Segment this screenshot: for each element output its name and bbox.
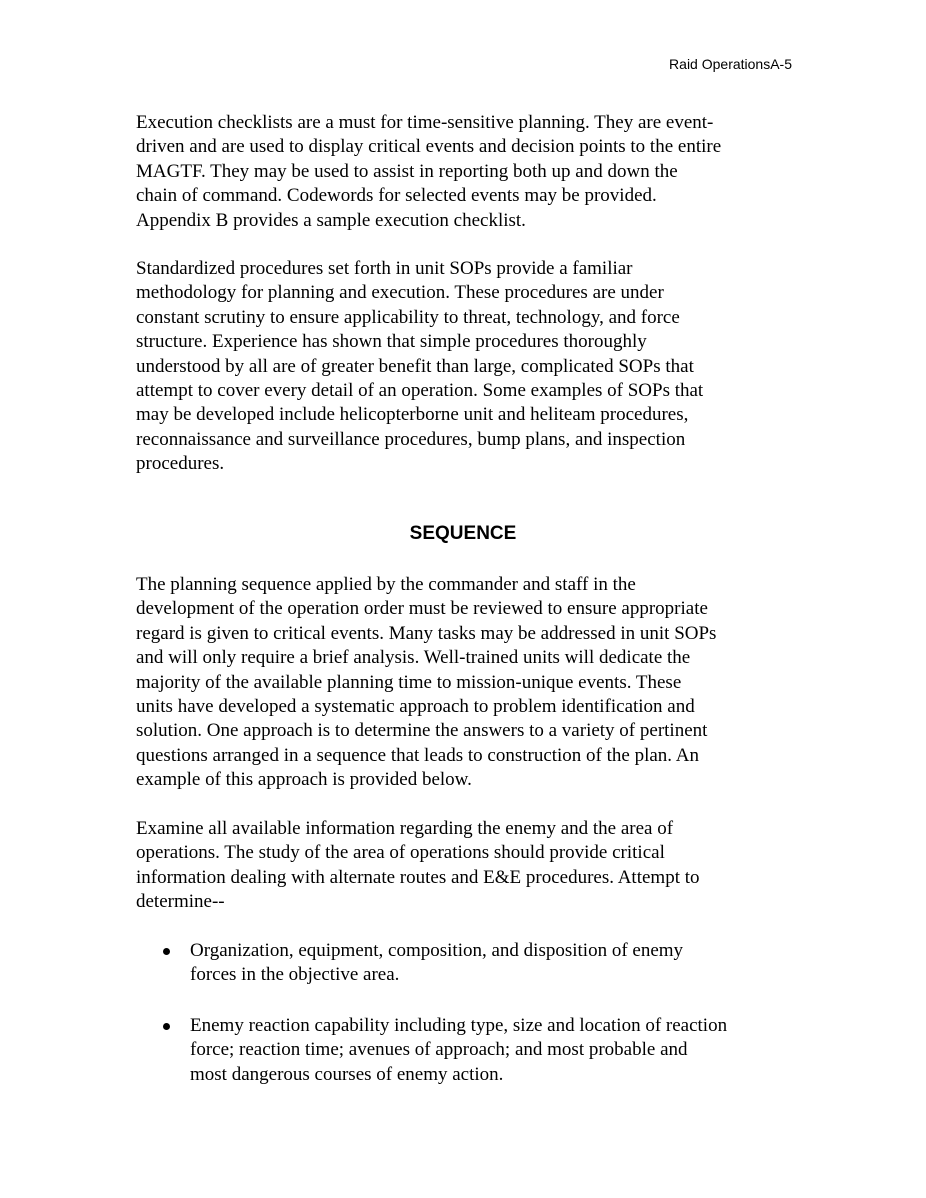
section-heading-sequence: SEQUENCE	[409, 523, 517, 544]
paragraph-line: reconnaissance and surveillance procedures, bump plans, and inspection	[136, 428, 686, 450]
bullet-line: most dangerous courses of enemy action.	[190, 1063, 504, 1085]
paragraph-line: units have developed a systematic approach to problem identification and	[136, 696, 695, 718]
paragraph-line: constant scrutiny to ensure applicability to threat, technology, and force	[136, 306, 680, 328]
paragraph-standardized-procedures	[136, 257, 796, 477]
paragraph-planning-sequence	[136, 573, 796, 793]
paragraph-line: may be developed include helicopterborne unit and heliteam procedures,	[136, 404, 689, 426]
paragraph-line: development of the operation order must be reviewed to ensure appropriate	[136, 598, 708, 620]
paragraph-line: understood by all are of greater benefit than large, complicated SOPs that	[136, 355, 694, 377]
paragraph-line: MAGTF. They may be used to assist in reporting both up and down the	[136, 160, 678, 182]
paragraph-line: Execution checklists are a must for time-sensitive planning. They are event-	[136, 112, 714, 133]
paragraph-line: Examine all available information regarding the enemy and the area of	[136, 818, 674, 839]
paragraph-line: Standardized procedures set forth in unit SOPs provide a familiar	[136, 258, 633, 279]
running-header: Raid OperationsA-5	[669, 56, 792, 72]
paragraph-line: information dealing with alternate routes and E&E procedures. Attempt to	[136, 866, 700, 888]
bullet-text	[190, 1014, 800, 1087]
paragraph-line: methodology for planning and execution. These procedures are under	[136, 282, 664, 304]
bullet-line: force; reaction time; avenues of approach; and most probable and	[190, 1039, 688, 1061]
bullet-icon	[163, 1023, 170, 1030]
paragraph-line: procedures.	[136, 453, 225, 475]
bullet-line: Enemy reaction capability including type, size and location of reaction	[190, 1015, 728, 1036]
paragraph-line: operations. The study of the area of operations should provide critical	[136, 842, 665, 864]
paragraph-line: determine--	[136, 891, 225, 913]
paragraph-examine-information	[136, 817, 796, 915]
paragraph-line: The planning sequence applied by the commander and staff in the	[136, 574, 636, 595]
paragraph-line: structure. Experience has shown that simple procedures thoroughly	[136, 331, 647, 353]
paragraph-line: example of this approach is provided below.	[136, 769, 472, 791]
paragraph-execution-checklists	[136, 111, 796, 233]
paragraph-line: driven and are used to display critical events and decision points to the entire	[136, 136, 722, 158]
paragraph-line: Appendix B provides a sample execution checklist.	[136, 209, 526, 231]
bullet-icon	[163, 948, 170, 955]
paragraph-line: attempt to cover every detail of an operation. Some examples of SOPs that	[136, 380, 704, 402]
paragraph-line: solution. One approach is to determine the answers to a variety of pertinent	[136, 720, 708, 742]
bullet-line: Organization, equipment, composition, and disposition of enemy	[190, 940, 684, 961]
paragraph-line: regard is given to critical events. Many tasks may be addressed in unit SOPs	[136, 622, 717, 644]
bullet-line: forces in the objective area.	[190, 964, 400, 986]
paragraph-line: majority of the available planning time to mission-unique events. These	[136, 671, 682, 693]
paragraph-line: chain of command. Codewords for selected events may be provided.	[136, 185, 657, 207]
paragraph-line: questions arranged in a sequence that leads to construction of the plan. An	[136, 744, 699, 766]
paragraph-line: and will only require a brief analysis. Well-trained units will dedicate the	[136, 647, 691, 669]
bullet-text	[190, 939, 800, 988]
